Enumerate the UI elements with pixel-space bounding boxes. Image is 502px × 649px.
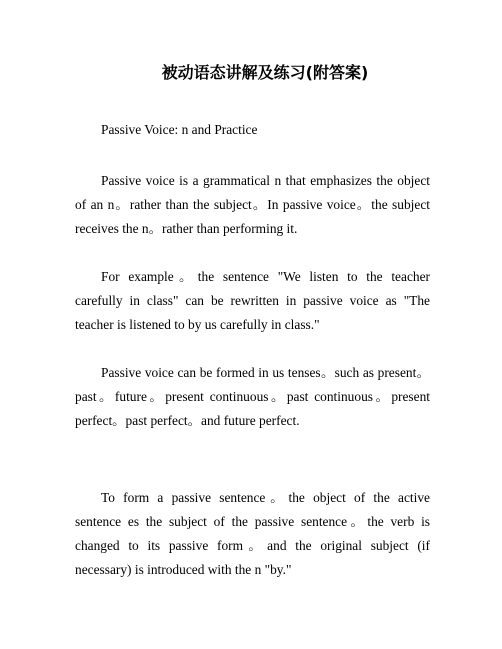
- paragraph-formation: To form a passive sentence。the object of the active sentence es the subject of the passive sentence。the verb is changed to its passive form。and the original subject (if necessary) is introduced with the n "by.": [75, 490, 430, 577]
- document-subtitle: Passive Voice: n and Practice: [101, 122, 258, 137]
- paragraph-definition: Passive voice is a grammatical n that emphasizes the object of an n。rather than the subject。In passive voice。the subject receives the n。rather than performing it.: [75, 173, 430, 236]
- paragraph-example: For example。the sentence "We listen to the teacher carefully in class" can be rewritten in passive voice as "The teacher is listened to by us carefully in class.": [75, 269, 430, 332]
- document-title: 被动语态讲解及练习(附答案): [161, 63, 369, 82]
- paragraph-tenses: Passive voice can be formed in us tenses。such as present。past。future。present continuous。past continuous。present perfect。past perfect。and future perfect.: [75, 365, 430, 428]
